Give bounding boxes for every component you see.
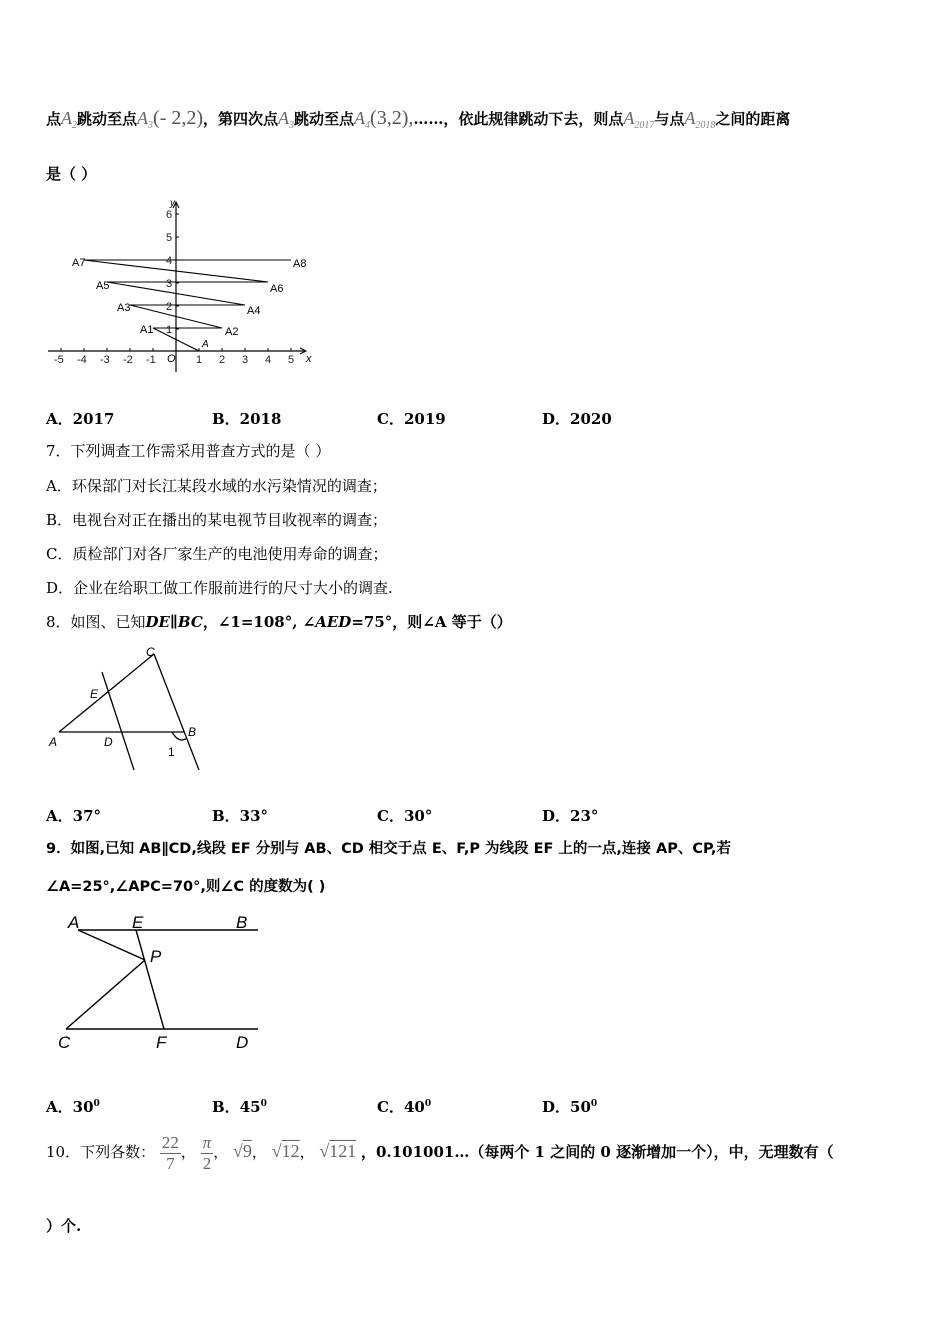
x-tick-label: 5 (288, 354, 295, 366)
label-a8: A8 (293, 258, 307, 270)
label-a3: A3 (117, 302, 131, 314)
label-a1: A1 (140, 324, 154, 336)
math-a2017: $A_{2017}$ (623, 108, 655, 131)
fig8-label-c: C (146, 645, 155, 659)
y-tick-label: 3 (166, 278, 173, 290)
math-a3b: $A_3$ (278, 108, 295, 131)
label-a7: A7 (72, 257, 86, 269)
fig9-label-c: C (58, 1033, 71, 1052)
q8-choice-b[interactable]: B．33° (212, 807, 269, 825)
sqrt-12: √12 (271, 1141, 300, 1161)
q7-option-b[interactable]: B．电视台对正在播出的某电视节目收视率的调查； (46, 511, 388, 529)
q6-graph (44, 196, 324, 376)
y-tick-label: 1 (166, 324, 173, 336)
x-tick-label: -1 (146, 354, 156, 366)
q8-choice-a[interactable]: A．37° (46, 807, 102, 825)
math-a3: $A_3$ (137, 108, 154, 131)
q6-choice-d[interactable]: D．2020 (542, 410, 612, 428)
q9-choice-d[interactable]: D．$50^0$ (542, 1098, 598, 1116)
fig9-label-e: E (132, 913, 144, 932)
label-a5: A5 (96, 280, 110, 292)
origin-label: O (167, 353, 176, 365)
fig9-label-f: F (156, 1033, 167, 1052)
q10-stem-line1: 10．下列各数： $\frac{22}{7}$ ， $\frac{\pi}{2}$ ， √9， √12， √121 ，0.101001…（每两个 1 之间的 0 逐渐增加一个），中，无理数有（ (46, 1132, 834, 1173)
q10-stem-line2: ）个. (46, 1217, 82, 1235)
y-tick-label: 4 (166, 255, 173, 267)
q6-choice-b[interactable]: B．2018 (212, 410, 282, 428)
math-a2018: $A_{2018}$ (684, 108, 716, 131)
fig8-label-b: B (188, 725, 197, 739)
q9-stem-line1: 9．如图,已知 AB∥CD,线段 EF 分别与 AB、CD 相交于点 E、F,P 为线段 EF 上的一点,连接 AP、CP,若 (46, 841, 731, 857)
q8-figure (44, 642, 214, 774)
q7-option-c[interactable]: C．质检部门对各厂家生产的电池使用寿命的调查； (46, 545, 388, 563)
fig9-label-d: D (236, 1033, 249, 1052)
math-a2: $A_2$ (61, 108, 78, 131)
x-tick-label: -4 (77, 354, 87, 366)
y-axis-label: y (170, 198, 175, 209)
x-tick-label: 3 (242, 354, 249, 366)
fig8-label-a: A (49, 735, 58, 749)
q7-stem: 7．下列调查工作需采用普查方式的是（ ） (46, 442, 331, 460)
label-a: A (202, 339, 209, 350)
q7-option-d[interactable]: D．企业在给职工做工作服前进行的尺寸大小的调查. (46, 579, 393, 597)
q8-choice-c[interactable]: C．30° (377, 807, 433, 825)
x-tick-label: -2 (123, 354, 133, 366)
fig8-label-d: D (104, 735, 113, 749)
x-tick-label: 4 (265, 354, 272, 366)
x-tick-label: -3 (100, 354, 110, 366)
q6-choice-a[interactable]: A．2017 (46, 410, 115, 428)
label-a2: A2 (225, 326, 239, 338)
fig8-label-e: E (90, 687, 99, 701)
q8-choice-d[interactable]: D．23° (542, 807, 599, 825)
fraction-22-7: $\frac{22}{7}$ (161, 1132, 179, 1173)
q6-stem-line2: 是（ ） (46, 165, 97, 183)
sqrt-121: √121 (319, 1141, 357, 1161)
x-tick-label: 1 (196, 354, 203, 366)
fraction-pi-2: $\frac{\pi}{2}$ (202, 1132, 212, 1173)
q9-figure (44, 908, 274, 1058)
fig9-label-a: A (68, 913, 80, 932)
math-a4: $A_4$ (354, 108, 371, 131)
q7-option-a[interactable]: A．环保部门对长江某段水域的水污染情况的调查； (46, 477, 387, 495)
q6-choice-c[interactable]: C．2019 (377, 410, 446, 428)
label-a4: A4 (247, 305, 261, 317)
y-tick-label: 2 (166, 301, 173, 313)
sqrt-9: √9 (233, 1141, 252, 1161)
x-axis-label: x (306, 353, 312, 365)
x-tick-label: -5 (54, 354, 64, 366)
q9-choice-b[interactable]: B．$45^0$ (212, 1098, 267, 1116)
y-tick-label: 5 (166, 232, 173, 244)
q9-stem-line2: ∠A=25°,∠APC=70°,则∠C 的度数为( ) (46, 879, 326, 895)
label-a6: A6 (270, 283, 284, 295)
q9-choice-a[interactable]: A．$30^0$ (46, 1098, 100, 1116)
fig8-label-1: 1 (168, 745, 175, 759)
q6-stem-line1: 点$A_2$跳动至点$A_3(-$ 2,2)，第四次点$A_3$跳动至点$A_4(3,2),\dots\dots$，依此规律跳动下去，则点$A_{2017}$与点$A_{2018}$之间的距离 (46, 107, 791, 131)
x-tick-label: 2 (219, 354, 226, 366)
q8-stem: 8．如图、已知DE∥BC，∠1=108°, ∠AED=75°，则∠A 等于（） (46, 613, 512, 631)
fig9-label-p: P (150, 947, 162, 966)
y-tick-label: 6 (166, 209, 173, 221)
fig9-label-b: B (236, 913, 248, 932)
q9-choice-c[interactable]: C．$40^0$ (377, 1098, 432, 1116)
